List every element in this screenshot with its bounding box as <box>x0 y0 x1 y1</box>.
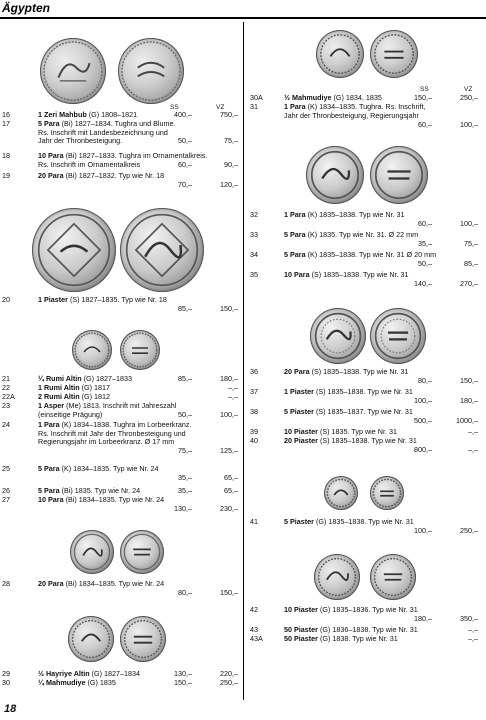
entry-denomination: 20 Piaster <box>284 436 318 445</box>
entry-description: (Bi) 1835. Typ wie Nr. 24 <box>59 486 141 495</box>
coin-image-28-reverse <box>120 530 164 574</box>
entry-40 <box>250 437 486 455</box>
price-header-ss: SS <box>170 104 179 111</box>
price-vz: 150,– <box>220 588 238 597</box>
entry-38 <box>250 408 486 426</box>
entry-number: 30 <box>2 678 10 687</box>
coin-image-42-obverse <box>314 554 360 600</box>
coin-image-28-obverse <box>70 530 114 574</box>
entry-description: (Bi) 1834–1835. Typ wie Nr. 24 <box>63 579 165 588</box>
coin-image-20-obverse <box>32 208 116 292</box>
entry-number: 37 <box>250 387 258 396</box>
price-vz: 1000,– <box>456 416 478 425</box>
entry-number: 23 <box>2 401 10 410</box>
entry-description: (S) 1835–1838. Typ wie Nr. 31 <box>317 436 417 445</box>
entry-denomination: 10 Piaster <box>284 427 318 436</box>
entry-description: (S) 1835–1838. Typ wie Nr. 31 <box>313 387 413 396</box>
price-ss: 500,– <box>414 416 432 425</box>
entry-description-line2: (einseitige Prägung) <box>38 410 103 419</box>
price-vz: 180,– <box>460 396 478 405</box>
price-vz: 250,– <box>460 526 478 535</box>
entry-number: 22 <box>2 383 10 392</box>
coin-image-30a-obverse <box>316 30 364 78</box>
entry-number: 43 <box>250 625 258 634</box>
entry-34 <box>250 251 486 269</box>
entry-number: 27 <box>2 495 10 504</box>
entry-denomination: 20 Para <box>38 171 64 180</box>
entry-description: (K) 1835. Typ wie Nr. 31. Ø 22 mm <box>305 230 419 239</box>
price-vz: 230,– <box>220 504 238 513</box>
entry-denomination: ½ Hayriye Altin <box>38 669 90 678</box>
entry-description-line3: Jahr der Thronbesteigung. <box>38 136 123 145</box>
price-ss: 150,– <box>414 93 432 102</box>
entry-number: 19 <box>2 171 10 180</box>
entry-number: 20 <box>2 295 10 304</box>
coin-image-42-reverse <box>370 554 416 600</box>
entry-description: (S) 1827–1835. Typ wie Nr. 18 <box>67 295 167 304</box>
entry-41 <box>250 518 486 536</box>
entry-description: (G) 1835–1838. Typ wie Nr. 31 <box>313 517 414 526</box>
price-vz: 120,– <box>220 180 238 189</box>
column-divider <box>243 22 244 700</box>
coin-image-30a-reverse <box>370 30 418 78</box>
entry-32 <box>250 211 486 229</box>
entry-28 <box>2 580 240 598</box>
price-ss: 50,– <box>178 410 192 419</box>
entry-description: (G) 1812 <box>79 392 111 401</box>
entry-42 <box>250 606 486 624</box>
price-ss: 140,– <box>414 279 432 288</box>
coin-image-20-reverse <box>120 208 204 292</box>
entry-number: 43A <box>250 634 263 643</box>
price-ss: 180,– <box>414 614 432 623</box>
entry-denomination: 1 Para <box>284 210 306 219</box>
entry-denomination: 1 Zeri Mahbub <box>38 110 87 119</box>
price-ss: 60,– <box>178 160 192 169</box>
entry-description: (S) 1835–1837. Typ wie Nr. 31 <box>313 407 413 416</box>
entry-denomination: 50 Piaster <box>284 634 318 643</box>
price-vz: –,– <box>468 445 478 454</box>
entry-number: 18 <box>2 151 10 160</box>
price-ss: 75,– <box>178 446 192 455</box>
entry-denomination: 1 Para <box>284 102 306 111</box>
entry-number: 21 <box>2 374 10 383</box>
price-vz: 85,– <box>464 259 478 268</box>
price-ss: 60,– <box>418 219 432 228</box>
price-vz: 100,– <box>220 410 238 419</box>
coin-image-32-reverse <box>370 146 428 204</box>
entry-number: 38 <box>250 407 258 416</box>
price-vz: 180,– <box>220 374 238 383</box>
entry-number: 30A <box>250 93 263 102</box>
price-ss: 130,– <box>174 669 192 678</box>
entry-number: 25 <box>2 464 10 473</box>
entry-33 <box>250 231 486 249</box>
price-ss: 85,– <box>178 374 192 383</box>
price-ss: 60,– <box>418 120 432 129</box>
price-vz: 270,– <box>460 279 478 288</box>
price-ss: 35,– <box>178 473 192 482</box>
entry-35 <box>250 271 486 289</box>
entry-description: (K) 1834–1838. Tughra im Lorbeerkranz. <box>59 420 192 429</box>
price-vz: 75,– <box>464 239 478 248</box>
entry-number: 16 <box>2 110 10 119</box>
entry-denomination: 1 Para <box>38 420 60 429</box>
price-vz: 350,– <box>460 614 478 623</box>
entry-number: 22A <box>2 392 15 401</box>
entry-description: (G) 1817 <box>79 383 111 392</box>
price-vz: 250,– <box>220 678 238 687</box>
entry-description: (K) 1835–1838. Typ wie Nr. 31 Ø 20 mm <box>305 250 437 259</box>
entry-number: 26 <box>2 486 10 495</box>
entry-denomination: ¼ Rumi Altin <box>38 374 82 383</box>
entry-description: (K) 1835–1838. Typ wie Nr. 31 <box>305 210 405 219</box>
entry-description: (G) 1836–1838. Typ wie Nr. 31 <box>317 625 418 634</box>
price-vz: 65,– <box>224 473 238 482</box>
entry-description: (S) 1835–1838. Typ wie Nr. 31 <box>309 367 409 376</box>
price-ss: 400,– <box>174 110 192 119</box>
entry-denomination: 1 Rumi Altin <box>38 383 80 392</box>
entry-number: 24 <box>2 420 10 429</box>
price-vz: 100,– <box>460 120 478 129</box>
price-vz: 220,– <box>220 669 238 678</box>
entry-description: (K) 1834–1835. Typ wie Nr. 24 <box>59 464 159 473</box>
page-number: 18 <box>4 703 17 715</box>
price-vz: 150,– <box>460 376 478 385</box>
entry-description: (Bi) 1827–1832. Typ wie Nr. 18 <box>63 171 165 180</box>
price-vz: 100,– <box>460 219 478 228</box>
price-header-vz: VZ <box>216 104 225 111</box>
entry-number: 17 <box>2 119 10 128</box>
coin-image-16-obverse <box>40 38 106 104</box>
header-rule <box>0 17 486 19</box>
entry-denomination: 20 Para <box>38 579 64 588</box>
entry-23 <box>2 402 240 420</box>
entry-37 <box>250 388 486 406</box>
entry-number: 31 <box>250 102 258 111</box>
entry-19 <box>2 172 240 190</box>
entry-43a <box>250 635 486 644</box>
entry-description: (G) 1808–1821 <box>86 110 138 119</box>
price-vz: –,– <box>468 634 478 643</box>
price-ss: 80,– <box>418 376 432 385</box>
entry-number: 40 <box>250 436 258 445</box>
entry-denomination: ½ Mahmudiye <box>284 93 332 102</box>
entry-denomination: 10 Para <box>38 151 64 160</box>
coin-image-41-obverse <box>324 476 358 510</box>
price-vz: 125,– <box>220 446 238 455</box>
entry-denomination: 5 Piaster <box>284 517 314 526</box>
price-ss: 100,– <box>414 396 432 405</box>
entry-description: (Bi) 1834–1835. Typ wie Nr. 24 <box>63 495 165 504</box>
entry-description-line2: Jahr der Thronbesteigung, Regierungsjahr <box>284 111 419 120</box>
entry-24 <box>2 421 240 457</box>
entry-number: 39 <box>250 427 258 436</box>
entry-denomination: 5 Piaster <box>284 407 314 416</box>
price-vz: 250,– <box>460 93 478 102</box>
entry-description: (G) 1834, 1835 <box>331 93 382 102</box>
entry-denomination: 1 Piaster <box>284 387 314 396</box>
entry-description-line2: Rs. Inschrift mit Jahr der Thronbesteigung und <box>38 429 186 438</box>
entry-description-line2: Rs. Inschrift im Ornamentalkreis <box>38 160 141 169</box>
price-ss: 100,– <box>414 526 432 535</box>
entry-number: 29 <box>2 669 10 678</box>
entry-description: (S) 1835–1838. Typ wie Nr. 31 <box>309 270 409 279</box>
coin-image-32-obverse <box>306 146 364 204</box>
entry-description-line2: Rs. Inschrift mit Landesbezeichnung und <box>38 128 168 137</box>
price-header-vz-right: VZ <box>464 86 473 93</box>
entry-31 <box>250 103 486 130</box>
price-vz: –,– <box>228 392 238 401</box>
entry-description: (S) 1835. Typ wie Nr. 31 <box>317 427 397 436</box>
price-ss: 35,– <box>418 239 432 248</box>
entry-denomination: 1 Piaster <box>38 295 68 304</box>
entry-description: (G) 1838. Typ wie Nr. 31 <box>317 634 398 643</box>
entry-20 <box>2 296 240 314</box>
price-ss: 130,– <box>174 504 192 513</box>
entry-number: 36 <box>250 367 258 376</box>
price-ss: 70,– <box>178 180 192 189</box>
entry-denomination: 5 Para <box>38 464 60 473</box>
entry-denomination: 10 Piaster <box>284 605 318 614</box>
price-vz: 150,– <box>220 304 238 313</box>
coin-image-36-obverse <box>310 308 366 364</box>
entry-number: 34 <box>250 250 258 259</box>
page-header <box>0 0 486 18</box>
page-title: Ägypten <box>2 1 50 15</box>
price-ss: 80,– <box>178 588 192 597</box>
entry-description: (G) 1835 <box>85 678 116 687</box>
entry-description: (Bi) 1827–1834. Tughra und Blume. <box>59 119 176 128</box>
entry-description: (G) 1827–1833 <box>81 374 133 383</box>
price-header-ss-right: SS <box>420 86 429 93</box>
entry-18 <box>2 152 240 170</box>
entry-denomination: 10 Para <box>284 270 310 279</box>
price-vz: –,– <box>228 383 238 392</box>
price-vz: –,– <box>468 427 478 436</box>
coin-image-21-reverse <box>120 330 160 370</box>
entry-description: (Bi) 1827–1833. Tughra im Ornamentalkreis. <box>63 151 208 160</box>
price-vz: 90,– <box>224 160 238 169</box>
entry-25 <box>2 465 240 483</box>
entry-denomination: 5 Para <box>284 230 306 239</box>
price-ss: 150,– <box>174 678 192 687</box>
entry-number: 42 <box>250 605 258 614</box>
entry-denomination: 1 Asper <box>38 401 65 410</box>
entry-27 <box>2 496 240 514</box>
entry-number: 28 <box>2 579 10 588</box>
entry-denomination: 5 Para <box>284 250 306 259</box>
entry-description: (G) 1835–1836. Typ wie Nr. 31 <box>317 605 418 614</box>
entry-denomination: 5 Para <box>38 119 60 128</box>
price-ss: 50,– <box>418 259 432 268</box>
entry-number: 41 <box>250 517 258 526</box>
price-vz: 750,– <box>220 110 238 119</box>
entry-number: 33 <box>250 230 258 239</box>
price-vz: –,– <box>468 625 478 634</box>
entry-denomination: 10 Para <box>38 495 64 504</box>
price-ss: 50,– <box>178 136 192 145</box>
price-ss: 85,– <box>178 304 192 313</box>
price-ss: 800,– <box>414 445 432 454</box>
coin-image-21-obverse <box>72 330 112 370</box>
entry-denomination: 2 Rumi Altin <box>38 392 80 401</box>
entry-denomination: 50 Piaster <box>284 625 318 634</box>
entry-description: (G) 1827–1834 <box>89 669 141 678</box>
coin-image-41-reverse <box>370 476 404 510</box>
entry-description: (K) 1834–1835. Tughra. Rs. Inschrift, <box>305 102 426 111</box>
price-vz: 65,– <box>224 486 238 495</box>
entry-denomination: ¼ Mahmudiye <box>38 678 86 687</box>
entry-denomination: 5 Para <box>38 486 60 495</box>
coin-image-29-reverse <box>120 616 166 662</box>
coin-image-16-reverse <box>118 38 184 104</box>
coin-image-29-obverse <box>68 616 114 662</box>
price-ss: 35,– <box>178 486 192 495</box>
coin-image-36-reverse <box>370 308 426 364</box>
price-vz: 75,– <box>224 136 238 145</box>
entry-description: (Me) 1813. Inschrift mit Jahreszahl <box>64 401 177 410</box>
entry-number: 35 <box>250 270 258 279</box>
entry-number: 32 <box>250 210 258 219</box>
entry-denomination: 20 Para <box>284 367 310 376</box>
entry-17 <box>2 120 240 146</box>
entry-description-line3: Regierungsjahr im Lorbeerkranz. Ø 17 mm <box>38 437 175 446</box>
entry-30 <box>2 679 240 688</box>
entry-36 <box>250 368 486 386</box>
